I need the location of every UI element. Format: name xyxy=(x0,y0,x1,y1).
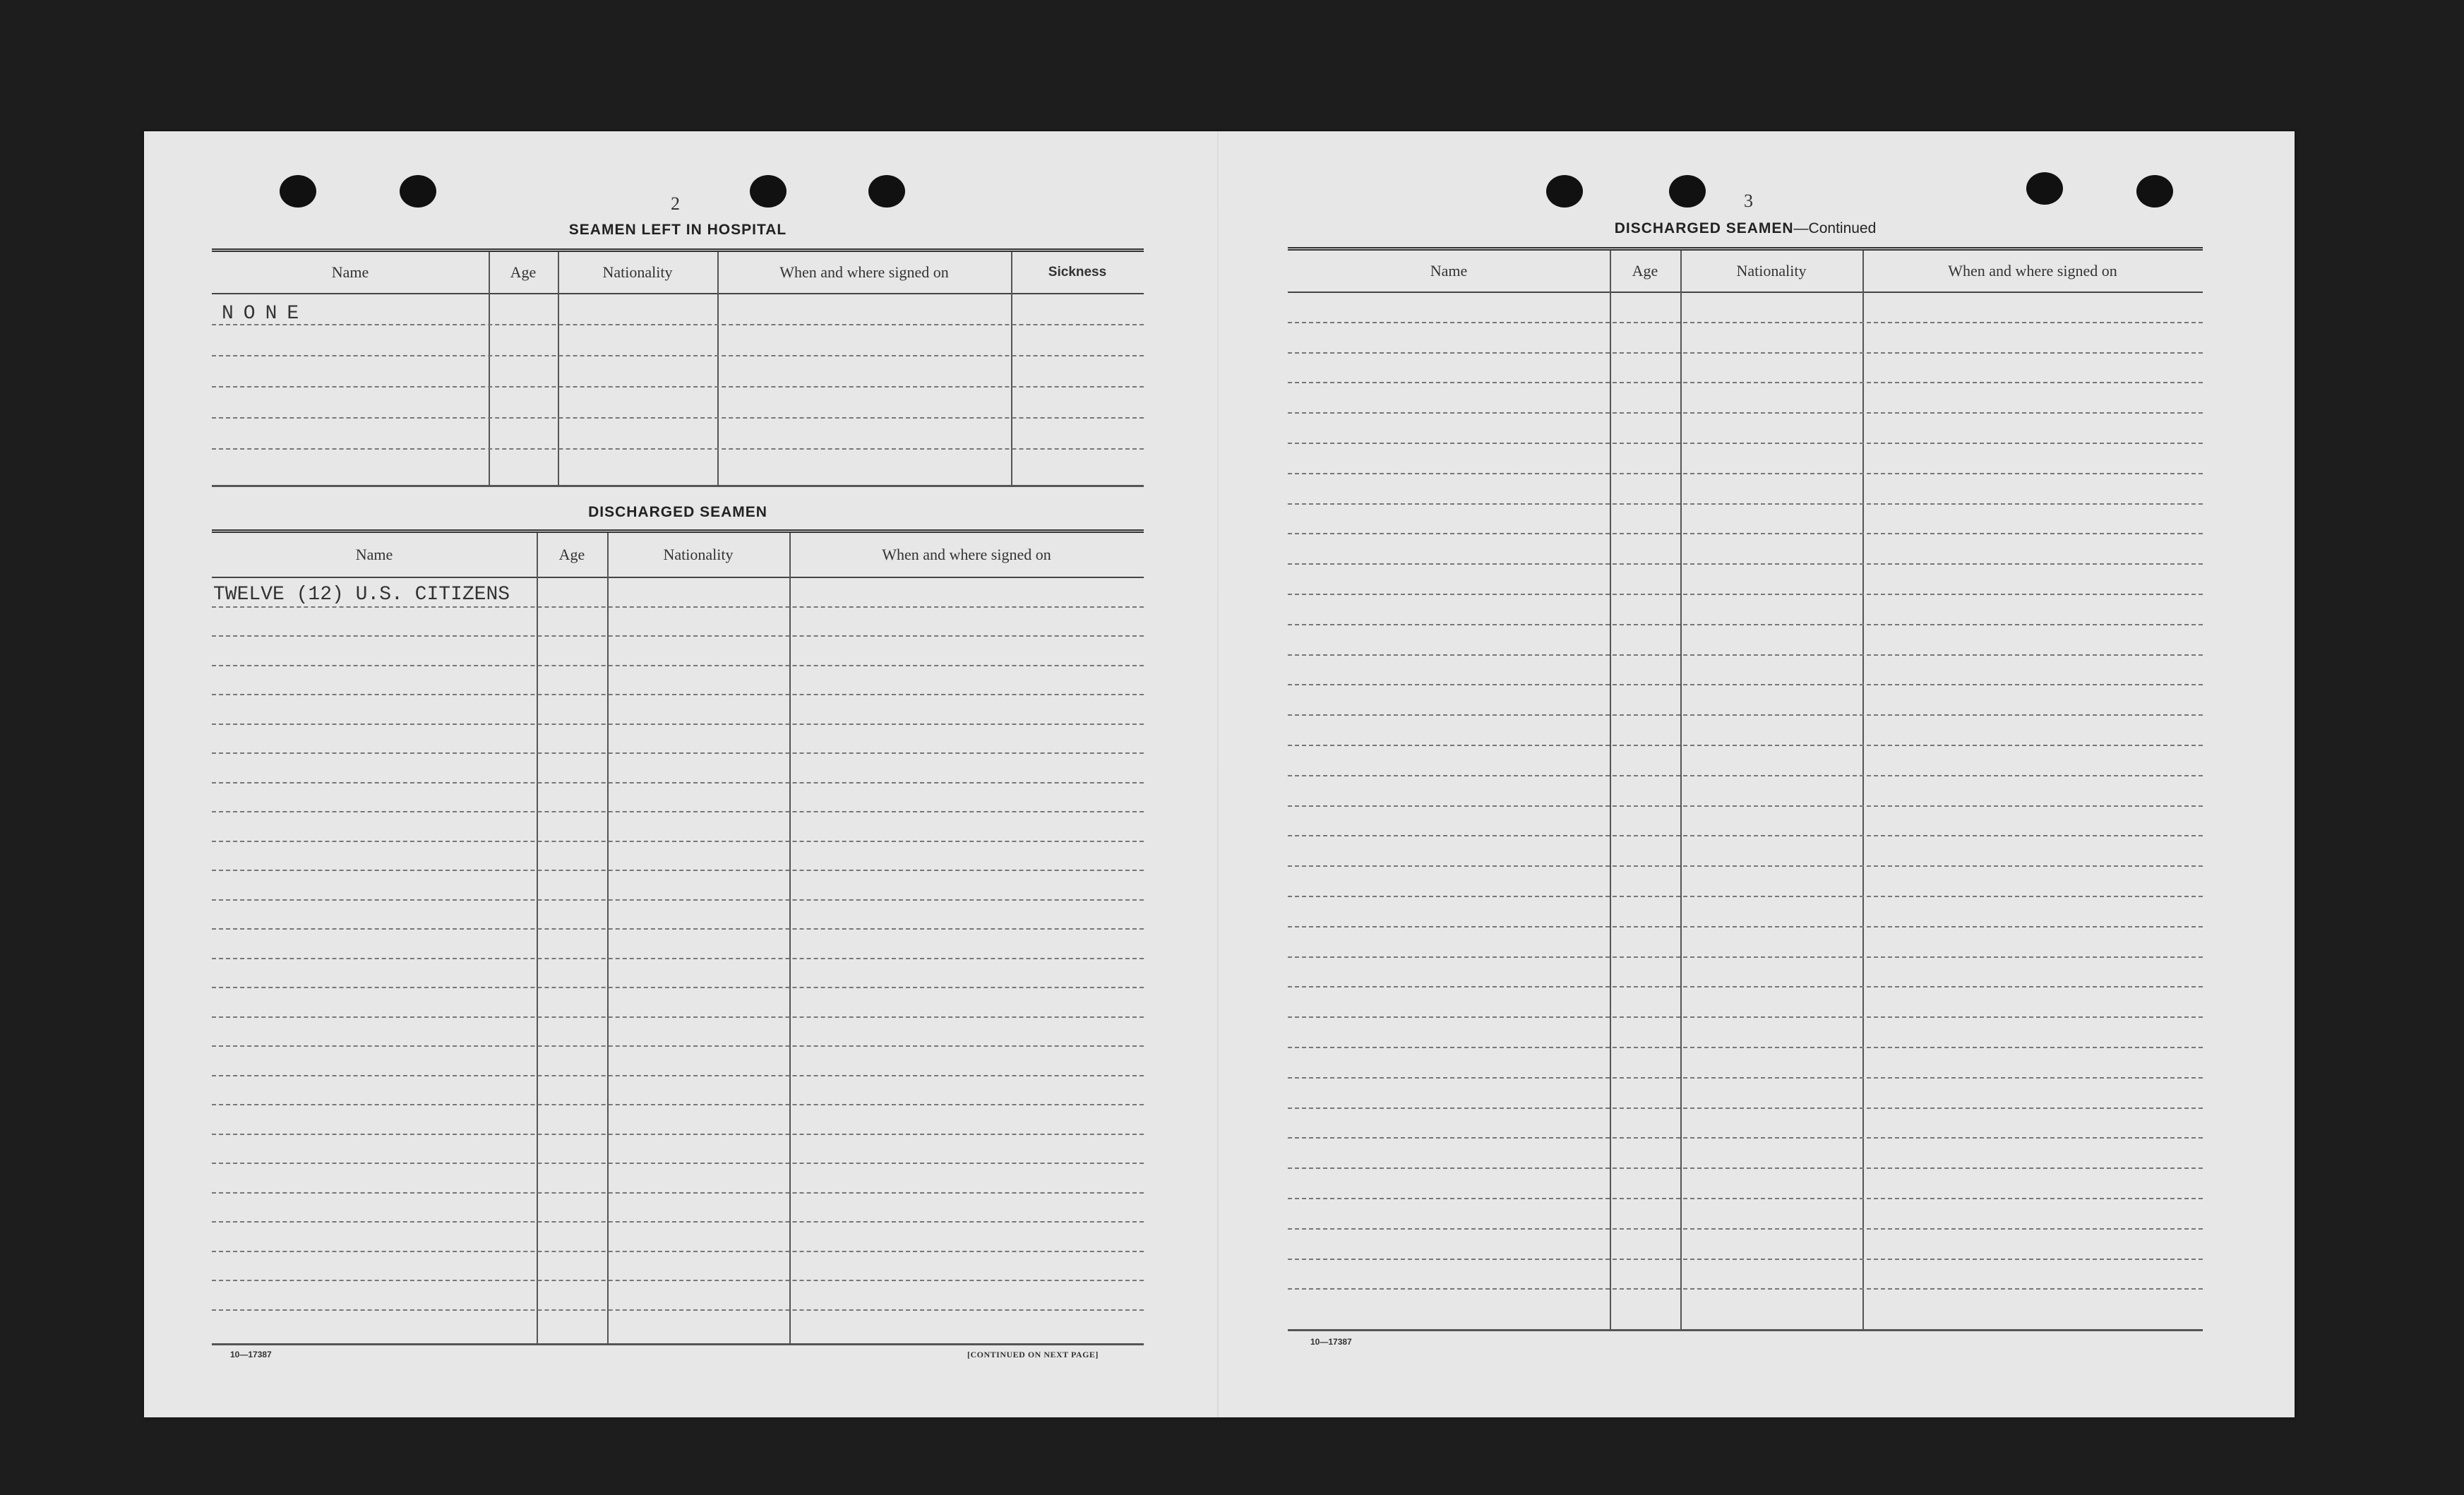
table-row xyxy=(1288,1139,2203,1169)
discharged-continued-title-main: DISCHARGED SEAMEN xyxy=(1614,220,1794,236)
discharged-table-left xyxy=(212,529,1144,1345)
table-row xyxy=(1288,867,2203,897)
table-row xyxy=(212,1105,1144,1135)
table-row xyxy=(1288,1169,2203,1199)
table-row xyxy=(212,325,1144,356)
discharged-table-header xyxy=(212,533,1144,578)
table-row xyxy=(212,1018,1144,1047)
table-row xyxy=(212,1281,1144,1311)
discharged-continued-title xyxy=(1288,220,2203,237)
table-row xyxy=(1288,444,2203,474)
punch-hole xyxy=(2026,172,2063,205)
page-fold xyxy=(1217,131,1219,1417)
col-header-age: Age xyxy=(510,263,537,281)
table-row xyxy=(1288,1018,2203,1048)
table-row xyxy=(1288,565,2203,595)
col-header-name: Name xyxy=(1430,262,1468,280)
table-row xyxy=(1288,1079,2203,1109)
table-row xyxy=(1288,987,2203,1018)
table-row xyxy=(212,988,1144,1018)
discharged-rows-left xyxy=(212,578,1144,1343)
table-row xyxy=(1288,958,2203,988)
page-number-left: 2 xyxy=(671,193,680,214)
table-row xyxy=(212,450,1144,481)
col-header-nationality: Nationality xyxy=(663,546,734,563)
table-row xyxy=(1288,383,2203,414)
col-header-nationality: Nationality xyxy=(1736,262,1807,280)
form-number-right: 10—17387 xyxy=(1310,1337,1352,1347)
page-number-right: 3 xyxy=(1744,191,1753,211)
hospital-table-header xyxy=(212,252,1144,294)
table-row xyxy=(212,666,1144,696)
discharged-table-right xyxy=(1288,247,2203,1331)
discharged-continued-title-suffix: —Continued xyxy=(1793,220,1877,236)
table-row xyxy=(1288,1260,2203,1290)
table-row xyxy=(1288,746,2203,776)
col-header-age: Age xyxy=(558,546,585,563)
table-row xyxy=(1288,595,2203,625)
table-row xyxy=(212,1135,1144,1165)
col-header-signed-on: When and where signed on xyxy=(882,546,1051,563)
punch-hole xyxy=(2136,175,2173,208)
table-row xyxy=(212,871,1144,901)
table-row xyxy=(1288,293,2203,323)
col-header-signed-on: When and where signed on xyxy=(1948,262,2117,280)
table-row xyxy=(1288,414,2203,444)
table-row xyxy=(212,695,1144,725)
hospital-rows xyxy=(212,294,1144,485)
form-number-left: 10—17387 xyxy=(230,1350,272,1359)
table-row xyxy=(212,608,1144,637)
discharged-entry: TWELVE (12) U.S. CITIZENS xyxy=(213,584,510,606)
table-row xyxy=(212,1164,1144,1194)
table-row xyxy=(1288,685,2203,716)
hospital-section-title: SEAMEN LEFT IN HOSPITAL xyxy=(568,222,787,238)
punch-hole xyxy=(280,175,316,208)
table-row xyxy=(212,959,1144,989)
col-header-age: Age xyxy=(1632,262,1658,280)
table-row xyxy=(212,356,1144,388)
hospital-entry-none: NONE xyxy=(222,303,309,325)
table-row xyxy=(212,812,1144,842)
discharged-rows-right xyxy=(1288,293,2203,1329)
discharged-continued-header xyxy=(1288,251,2203,293)
punch-hole xyxy=(868,175,905,208)
table-row xyxy=(1288,927,2203,958)
table-row xyxy=(212,1252,1144,1282)
table-row xyxy=(1288,656,2203,686)
table-row xyxy=(1288,354,2203,384)
table-row xyxy=(212,294,1144,325)
table-row xyxy=(212,901,1144,930)
table-row xyxy=(1288,323,2203,354)
col-header-name: Name xyxy=(331,263,369,281)
document-sheet xyxy=(144,131,2295,1417)
col-header-name: Name xyxy=(355,546,393,563)
continued-note: [CONTINUED ON NEXT PAGE] xyxy=(967,1350,1099,1359)
table-row xyxy=(1288,716,2203,746)
table-row xyxy=(212,1311,1144,1340)
table-row xyxy=(212,930,1144,959)
col-header-signed-on: When and where signed on xyxy=(779,263,949,281)
table-row xyxy=(212,754,1144,783)
table-row xyxy=(212,419,1144,450)
table-row xyxy=(212,1076,1144,1106)
punch-hole xyxy=(1546,175,1583,208)
table-row xyxy=(1288,474,2203,505)
table-row xyxy=(1288,1290,2203,1320)
punch-hole xyxy=(400,175,436,208)
table-row xyxy=(212,637,1144,666)
table-row xyxy=(1288,534,2203,565)
table-row xyxy=(212,1047,1144,1076)
discharged-section-title: DISCHARGED SEAMEN xyxy=(588,504,767,520)
table-row xyxy=(212,1194,1144,1223)
table-row xyxy=(212,842,1144,872)
col-header-sickness: Sickness xyxy=(1048,265,1107,280)
table-row xyxy=(1288,836,2203,867)
table-row xyxy=(1288,1048,2203,1079)
table-row xyxy=(1288,1230,2203,1260)
table-row xyxy=(1288,1199,2203,1230)
table-row xyxy=(212,1223,1144,1252)
col-header-nationality: Nationality xyxy=(602,263,673,281)
table-row xyxy=(212,783,1144,813)
table-row xyxy=(1288,505,2203,535)
table-row xyxy=(1288,897,2203,927)
punch-hole xyxy=(1669,175,1706,208)
table-row xyxy=(212,725,1144,755)
punch-hole xyxy=(750,175,787,208)
table-row xyxy=(1288,807,2203,837)
hospital-table xyxy=(212,248,1144,487)
table-row xyxy=(212,388,1144,419)
table-row xyxy=(1288,625,2203,656)
table-row xyxy=(1288,1109,2203,1139)
table-row xyxy=(1288,776,2203,807)
